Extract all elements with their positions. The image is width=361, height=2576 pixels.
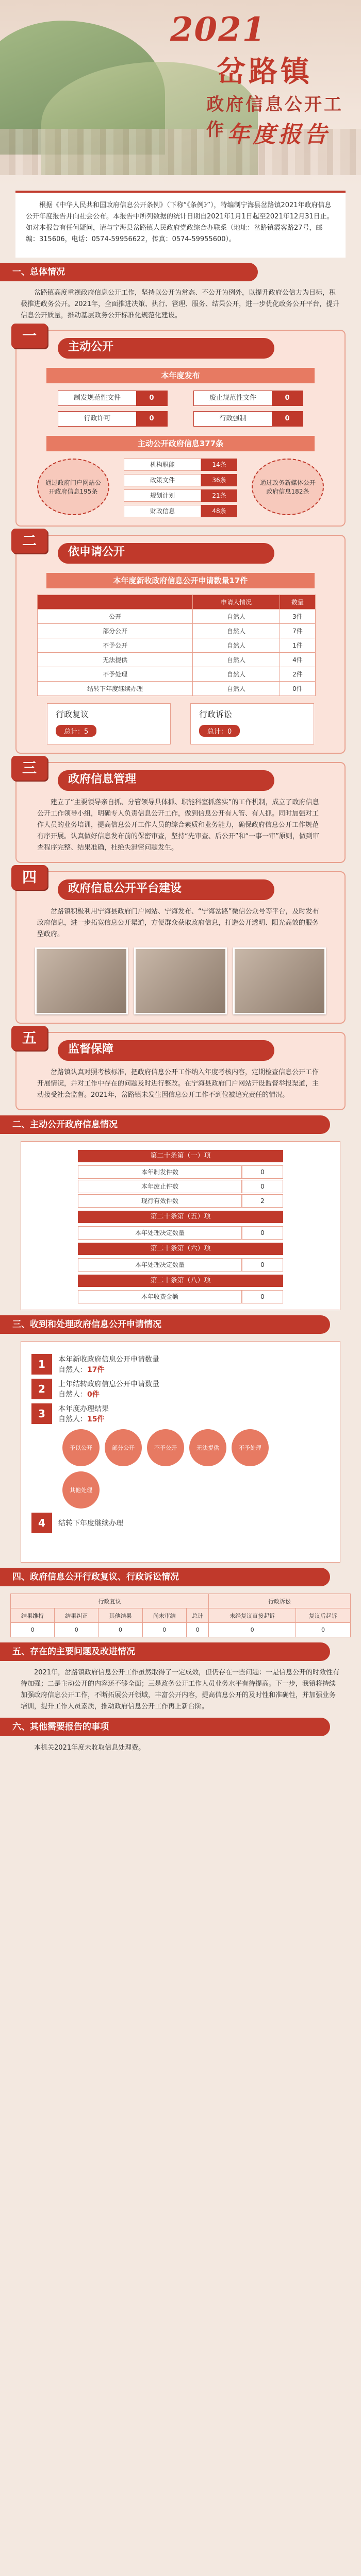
- table-cell: 公开: [38, 609, 193, 624]
- result-circle: 不予公开: [147, 1429, 184, 1466]
- table-row: [38, 682, 316, 696]
- stat-value: 0: [136, 391, 167, 405]
- table-cell: 结转下年度继续办理: [38, 682, 193, 696]
- table-cell: 自然人: [193, 624, 280, 638]
- group-row: [78, 1290, 283, 1303]
- table-cell: 自然人: [193, 682, 280, 696]
- lawsuit-total: 总计：0: [199, 725, 240, 737]
- table-cell: 0: [11, 1623, 55, 1637]
- other-paragraph: 本机关2021年度未收取信息处理费。: [34, 1744, 145, 1752]
- block-title: 政府信息管理: [58, 770, 274, 791]
- info-row: [124, 474, 237, 486]
- table-header-row: [11, 1594, 351, 1608]
- table-cell: 无法提供: [38, 653, 193, 667]
- stat-value: 0: [136, 412, 167, 426]
- hero-town: 岔路镇: [217, 55, 313, 89]
- table-cell: 自然人: [193, 667, 280, 682]
- block-badge: 五: [11, 1026, 47, 1050]
- block-badge: 一: [11, 324, 47, 348]
- result-circle: 不予处理: [232, 1429, 269, 1466]
- block-badge: 三: [11, 756, 47, 781]
- step-value: 17件: [87, 1366, 105, 1374]
- table-row: [11, 1623, 351, 1637]
- hero-report: 年度报告: [227, 122, 330, 148]
- step-label: [58, 1403, 109, 1424]
- row-label: 本年处理决定数量: [78, 1258, 242, 1272]
- overview-paragraph: 岔路镇高度重视政府信息公开工作，坚持以公开为常态、不公开为例外，以提升政府公信力为目标，积极推进政务公开。2021年，全面推进决策、执行、管理、服务、结果公开，进一步优化政务公开平台，提升信息公开质量，推动基层政务公开标准化规范化建设。: [21, 289, 340, 319]
- stat-pills: [58, 391, 303, 427]
- row-label: 本年收费金额: [78, 1290, 242, 1303]
- step-number: 1: [31, 1354, 52, 1375]
- step-text: 上年结转政府信息公开申请数量: [58, 1380, 159, 1388]
- block-paragraph: 岔路镇认真对照考核标准，把政府信息公开工作纳入年度考核内容，定期检查信息公开工作开展情况，并对工作中存在的问题及时进行整改。在宁海县政府门户网站开设监督举报渠道，主动接受社会监督。2021年，岔路镇未发生因信息公开工作不到位被追究责任的情况。: [37, 1069, 319, 1099]
- block-title: 依申请公开: [58, 543, 274, 564]
- lawsuit-label: 行政诉讼: [199, 709, 233, 719]
- info-card-website: 通过政府门户网站公开政府信息195条: [37, 459, 109, 515]
- table-header: 数量: [280, 595, 315, 609]
- block-badge: 二: [11, 529, 47, 553]
- stat-pill: [193, 391, 303, 406]
- hero-year: 2021: [170, 10, 267, 49]
- group-caption: 第二十条第（八）项: [78, 1275, 283, 1287]
- step-label: [58, 1379, 159, 1399]
- table-header: 结果维持: [11, 1608, 55, 1623]
- block-paragraph: 岔路镇积极利用宁海县政府门户网站、宁海发布、“宁海岔路”微信公众号等平台，及时发布政府信息，进一步拓宽信息公开渠道，方便群众获取政府信息，打造公开透明、阳光高效的服务型政府。: [37, 908, 319, 938]
- info-row: [124, 489, 237, 502]
- table-cell: 0: [209, 1623, 296, 1637]
- totals-row: [37, 703, 324, 744]
- table-cell: 0: [186, 1623, 209, 1637]
- review-label: 行政复议: [56, 709, 89, 719]
- block-paragraph: 建立了“主要领导亲自抓、分管领导具体抓、职能科室抓落实”的工作机制，成立了政府信息公开工作领导小组，明确专人负责信息公开工作，做到信息公开有人管、有人抓。同时加强对工作人员的业务培训，提高信息公开工作人员的综合素质和业务能力，确保政府信息公开工作规范有序开展。认真做好信息发布前的保密审查，坚持“先审查、后公开”和“一事一审”原则，做到审查程序完整、结果准确，杜绝失泄密问题发生。: [37, 799, 319, 852]
- table-cell: 0件: [280, 682, 315, 696]
- table-header: 总计: [186, 1608, 209, 1623]
- group-caption: 第二十条第（五）项: [78, 1211, 283, 1223]
- block-title: 政府信息公开平台建设: [58, 879, 274, 900]
- stat-value: 0: [272, 412, 303, 426]
- photo: [233, 947, 326, 1014]
- hero-banner: [0, 0, 361, 191]
- section-header: 五、存在的主要问题及改进情况: [0, 1642, 330, 1661]
- table-cell: 0: [55, 1623, 99, 1637]
- row-value: 0: [242, 1258, 283, 1272]
- table-header: [38, 595, 193, 609]
- group-caption: 第二十条第（六）项: [78, 1243, 283, 1255]
- info-label: 政策文件: [124, 474, 201, 486]
- table-header: 复议后起诉: [296, 1608, 350, 1623]
- table-header-row: [11, 1608, 351, 1623]
- review-card: [47, 703, 171, 744]
- stat-pill: [58, 391, 168, 406]
- info-grid: [37, 459, 324, 517]
- info-label: 财政信息: [124, 505, 201, 517]
- info-rows: [124, 459, 237, 517]
- step-extra: 自然人：: [58, 1366, 87, 1374]
- table-cell: 4件: [280, 653, 315, 667]
- step-text: 本年新收政府信息公开申请数量: [58, 1355, 159, 1364]
- flow-step: [31, 1403, 330, 1424]
- stat-label: 废止规范性文件: [209, 394, 256, 402]
- section-header: 二、主动公开政府信息情况: [0, 1115, 330, 1134]
- info-label: 机构职能: [124, 459, 201, 471]
- table-header: 行政诉讼: [209, 1594, 351, 1608]
- photo: [35, 947, 128, 1014]
- table-cell: 3件: [280, 609, 315, 624]
- row-label: 本年处理决定数量: [78, 1226, 242, 1240]
- block-supervision: [15, 1029, 346, 1110]
- block-platform: [15, 871, 346, 1024]
- row-value: 0: [242, 1226, 283, 1240]
- row-label: 现行有效件数: [78, 1194, 242, 1208]
- result-circle: 部分公开: [105, 1429, 142, 1466]
- table-cell: 0: [99, 1623, 142, 1637]
- table-header: 尚未审结: [142, 1608, 186, 1623]
- step-label: [58, 1518, 123, 1528]
- intro-text: 根据《中华人民共和国政府信息公开条例》（下称“《条例》”），特编制宁海县岔路镇2021年政府信息公开年度报告并向社会公布。本报告中所列数据的统计日期自2021年1月1日起至2021年12月31日止。如对本报告有任何疑问，请与宁海县岔路镇人民政府党政综合办联系（地址：岔路镇霞客路27号，邮编：315606，电话：0574-59956622，传真：0574-59955600）。: [15, 191, 346, 258]
- table-header: 未经复议直接起诉: [209, 1608, 296, 1623]
- step-extra: 自然人：: [58, 1391, 87, 1399]
- result-circle: 予以公开: [62, 1429, 100, 1466]
- stat-label: 制发规范性文件: [73, 394, 121, 402]
- proactive-table: [21, 1141, 340, 1310]
- result-circle: 无法提供: [189, 1429, 226, 1466]
- table-cell: 不予公开: [38, 638, 193, 653]
- table-header: 申请人情况: [193, 595, 280, 609]
- review-table: [10, 1594, 351, 1637]
- result-circle: 其他处理: [62, 1471, 100, 1509]
- group-row: [78, 1226, 283, 1240]
- application-flow: [21, 1341, 340, 1563]
- photo-row: [32, 947, 329, 1014]
- flow-step: [31, 1354, 330, 1375]
- group-row: [78, 1165, 283, 1179]
- result-circles: [62, 1429, 279, 1509]
- block-title: 监督保障: [58, 1040, 274, 1061]
- table-header: 行政复议: [11, 1594, 209, 1608]
- step-value: 15件: [87, 1415, 105, 1423]
- table-row: [38, 624, 316, 638]
- table-row: [38, 638, 316, 653]
- info-label: 规划计划: [124, 489, 201, 502]
- info-value: 48条: [201, 505, 237, 517]
- step-value: 0件: [87, 1391, 100, 1399]
- block-proactive-disclosure: [15, 327, 346, 527]
- stat-value: 0: [272, 391, 303, 405]
- row-value: 0: [242, 1180, 283, 1193]
- row-value: 0: [242, 1165, 283, 1179]
- footer-spacer: [0, 1754, 361, 1774]
- table-row: [38, 653, 316, 667]
- info-value: 21条: [201, 489, 237, 502]
- block-subhead: 本年度发布: [46, 368, 315, 383]
- table-header: 结果纠正: [55, 1608, 99, 1623]
- photo: [134, 947, 227, 1014]
- table-cell: 1件: [280, 638, 315, 653]
- row-label: 本年废止件数: [78, 1180, 242, 1193]
- block-subhead: 本年度新收政府信息公开申请数量17件: [46, 573, 315, 588]
- group-row: [78, 1180, 283, 1193]
- section-header: 四、政府信息公开行政复议、行政诉讼情况: [0, 1568, 330, 1586]
- table-header-row: [38, 595, 316, 609]
- flow-step: [31, 1513, 330, 1533]
- table-cell: 自然人: [193, 638, 280, 653]
- step-text: 结转下年度继续办理: [58, 1519, 123, 1528]
- lawsuit-card: [190, 703, 314, 744]
- flow-step: [31, 1379, 330, 1399]
- table-cell: 部分公开: [38, 624, 193, 638]
- stat-pill: [58, 411, 168, 427]
- stat-label: 行政许可: [84, 415, 111, 422]
- section-header: 六、其他需要报告的事项: [0, 1718, 330, 1736]
- block-badge: 四: [11, 865, 47, 890]
- group-row: [78, 1258, 283, 1272]
- info-card-newmedia: 通过政务新媒体公开政府信息182条: [252, 459, 324, 515]
- table-cell: 7件: [280, 624, 315, 638]
- step-number: 3: [31, 1403, 52, 1424]
- table-cell: 0: [296, 1623, 350, 1637]
- problems-paragraph: 2021年，岔路镇政府信息公开工作虽然取得了一定成效，但仍存在一些问题：一是信息公开的时效性有待加强；二是主动公开的内容还不够全面；三是政务公开工作人员业务水平有待提高。下一步，我镇将持续加强政府信息公开工作，不断拓展公开领域，丰富公开内容，提高信息公开的及时性和准确性，并加强业务培训，提升工作人员素质，推动政府信息公开工作再上新台阶。: [21, 1669, 340, 1710]
- step-label: [58, 1354, 159, 1375]
- info-value: 36条: [201, 474, 237, 486]
- block-title: 主动公开: [58, 338, 274, 359]
- table-cell: 自然人: [193, 609, 280, 624]
- group-row: [78, 1194, 283, 1208]
- group-caption: 第二十条第（一）项: [78, 1150, 283, 1162]
- step-extra: 自然人：: [58, 1415, 87, 1423]
- hero-subtitle: 政府信息公开工作: [206, 94, 343, 140]
- section-header: 三、收到和处理政府信息公开申请情况: [0, 1315, 330, 1334]
- table-cell: 自然人: [193, 653, 280, 667]
- table-cell: 不予处理: [38, 667, 193, 682]
- step-number: 2: [31, 1379, 52, 1399]
- table-cell: 2件: [280, 667, 315, 682]
- stat-label: 行政强制: [219, 415, 247, 422]
- row-label: 本年制发件数: [78, 1165, 242, 1179]
- stat-pill: [193, 411, 303, 427]
- row-value: 0: [242, 1290, 283, 1303]
- table-header: 其他结果: [99, 1608, 142, 1623]
- table-row: [38, 667, 316, 682]
- block-info-management: [15, 759, 346, 863]
- info-value: 14条: [201, 459, 237, 471]
- block-subhead: 主动公开政府信息377条: [46, 436, 315, 451]
- section-header: 一、总体情况: [0, 263, 258, 281]
- table-row: [38, 609, 316, 624]
- row-value: 2: [242, 1194, 283, 1208]
- apply-table: [37, 595, 316, 696]
- step-text: 本年度办理结果: [58, 1405, 109, 1413]
- block-apply-disclosure: [15, 532, 346, 754]
- info-row: [124, 505, 237, 517]
- table-cell: 0: [142, 1623, 186, 1637]
- review-total: 总计：5: [56, 725, 96, 737]
- step-number: 4: [31, 1513, 52, 1533]
- info-row: [124, 459, 237, 471]
